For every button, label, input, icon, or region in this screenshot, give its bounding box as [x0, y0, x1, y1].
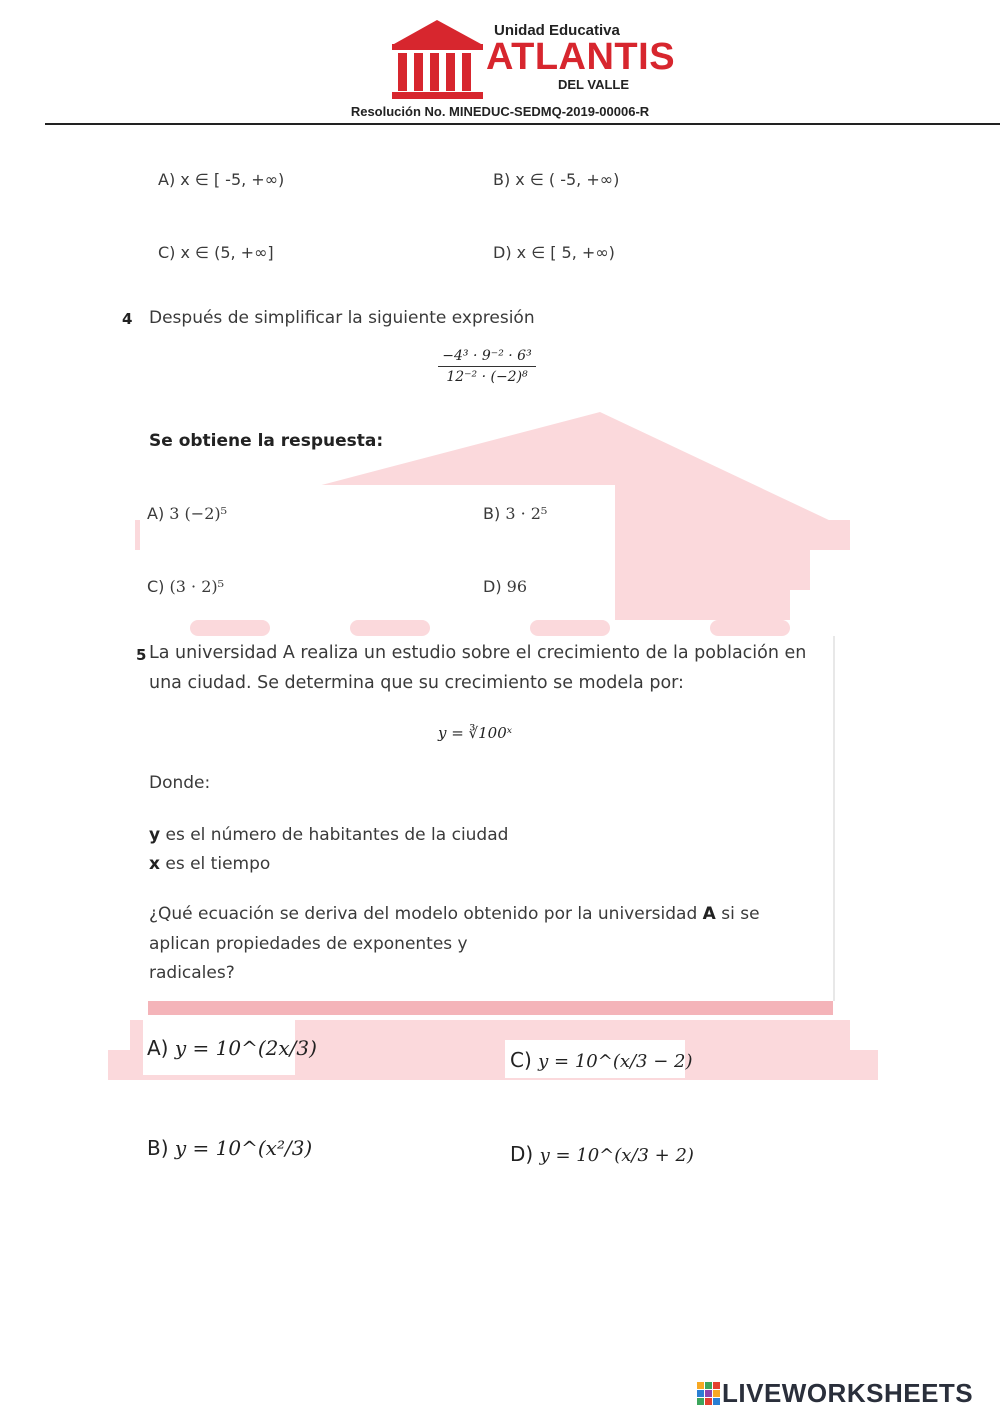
school-subtitle: Unidad Educativa	[494, 22, 620, 39]
q5-formula: y = ∛100ˣ	[438, 724, 513, 742]
q5-panel-bottom-strip	[148, 1001, 833, 1015]
q5-question-end: si se	[715, 904, 760, 924]
q4-option-d-math: 96	[506, 577, 528, 596]
q4-option-d-letter: D)	[483, 577, 502, 596]
q5-option-d-math: y = 10^(x/3 + 2)	[539, 1145, 694, 1166]
q4-option-d[interactable]	[483, 577, 527, 596]
q4-answer-label: Se obtiene la respuesta:	[149, 431, 384, 451]
q4-option-a-math: 3 (−2)⁵	[169, 504, 228, 523]
q5-var-y: y	[149, 825, 161, 845]
q4-option-b-math: 3 · 2⁵	[505, 504, 548, 523]
q5-option-c-math: y = 10^(x/3 − 2)	[538, 1051, 693, 1072]
q3-option-d[interactable]: D) x ∈ [ 5, +∞)	[493, 243, 615, 262]
q4-expression-numerator: −4³ · 9⁻² · 6³	[438, 348, 535, 367]
q4-option-b-letter: B)	[483, 504, 501, 523]
q4-option-a[interactable]	[147, 504, 227, 523]
q4-number: 4	[122, 310, 133, 328]
q4-option-c-letter: C)	[147, 577, 165, 596]
header-divider	[45, 123, 1000, 125]
q5-question-bold: A	[702, 904, 716, 924]
q5-var-y-line	[149, 825, 508, 845]
q5-option-b-letter: B)	[147, 1136, 169, 1160]
liveworksheets-brand: LIVEWORKSHEETS	[722, 1378, 974, 1408]
q5-question-text: ¿Qué ecuación se deriva del modelo obtenido por la universidad	[149, 904, 703, 924]
school-logo-temple-icon	[390, 18, 485, 100]
school-name: ATLANTIS	[486, 36, 676, 78]
q5-var-x-desc: es el tiempo	[159, 854, 271, 874]
q5-option-d[interactable]	[510, 1142, 694, 1166]
q5-question-line1	[149, 904, 760, 924]
q4-prompt: Después de simplificar la siguiente expresión	[149, 308, 535, 328]
q3-option-a[interactable]: A) x ∈ [ -5, +∞)	[158, 170, 285, 189]
q5-option-d-letter: D)	[510, 1142, 534, 1166]
q5-option-a[interactable]	[147, 1036, 317, 1060]
q5-option-b-math: y = 10^(x²/3)	[174, 1136, 313, 1160]
q4-option-c[interactable]	[147, 577, 224, 596]
q5-var-x-line	[149, 854, 270, 874]
q4-option-a-letter: A)	[147, 504, 165, 523]
q5-prompt-line1: La universidad A realiza un estudio sobre el crecimiento de la población en	[149, 643, 807, 663]
q5-number: 5	[136, 646, 147, 664]
q5-prompt-line2: una ciudad. Se determina que su crecimiento se modela por:	[149, 673, 684, 693]
q4-options-panel	[140, 485, 615, 620]
q5-option-c-letter: C)	[510, 1048, 532, 1072]
liveworksheets-logo-icon	[697, 1382, 721, 1406]
q3-option-c[interactable]: C) x ∈ (5, +∞]	[158, 243, 274, 262]
q4-option-c-math: (3 · 2)⁵	[169, 577, 225, 596]
q5-var-y-desc: es el número de habitantes de la ciudad	[160, 825, 509, 845]
school-location: DEL VALLE	[558, 77, 630, 92]
q4-expression	[422, 348, 552, 385]
q5-question-line2: aplican propiedades de exponentes y	[149, 934, 468, 954]
q3-option-b[interactable]: B) x ∈ ( -5, +∞)	[493, 170, 620, 189]
q5-option-b[interactable]	[147, 1136, 312, 1160]
q4-option-b[interactable]	[483, 504, 547, 523]
q5-question-line3: radicales?	[149, 963, 235, 983]
q5-var-x: x	[149, 854, 160, 874]
q5-option-a-letter: A)	[147, 1036, 169, 1060]
q5-option-c[interactable]	[510, 1048, 693, 1072]
resolution-number: Resolución No. MINEDUC-SEDMQ-2019-00006-R	[350, 104, 650, 119]
q4-expression-denominator: 12⁻² · (−2)⁸	[446, 369, 528, 385]
q5-option-a-math: y = 10^(2x/3)	[174, 1036, 317, 1060]
q5-donde: Donde:	[149, 773, 211, 793]
